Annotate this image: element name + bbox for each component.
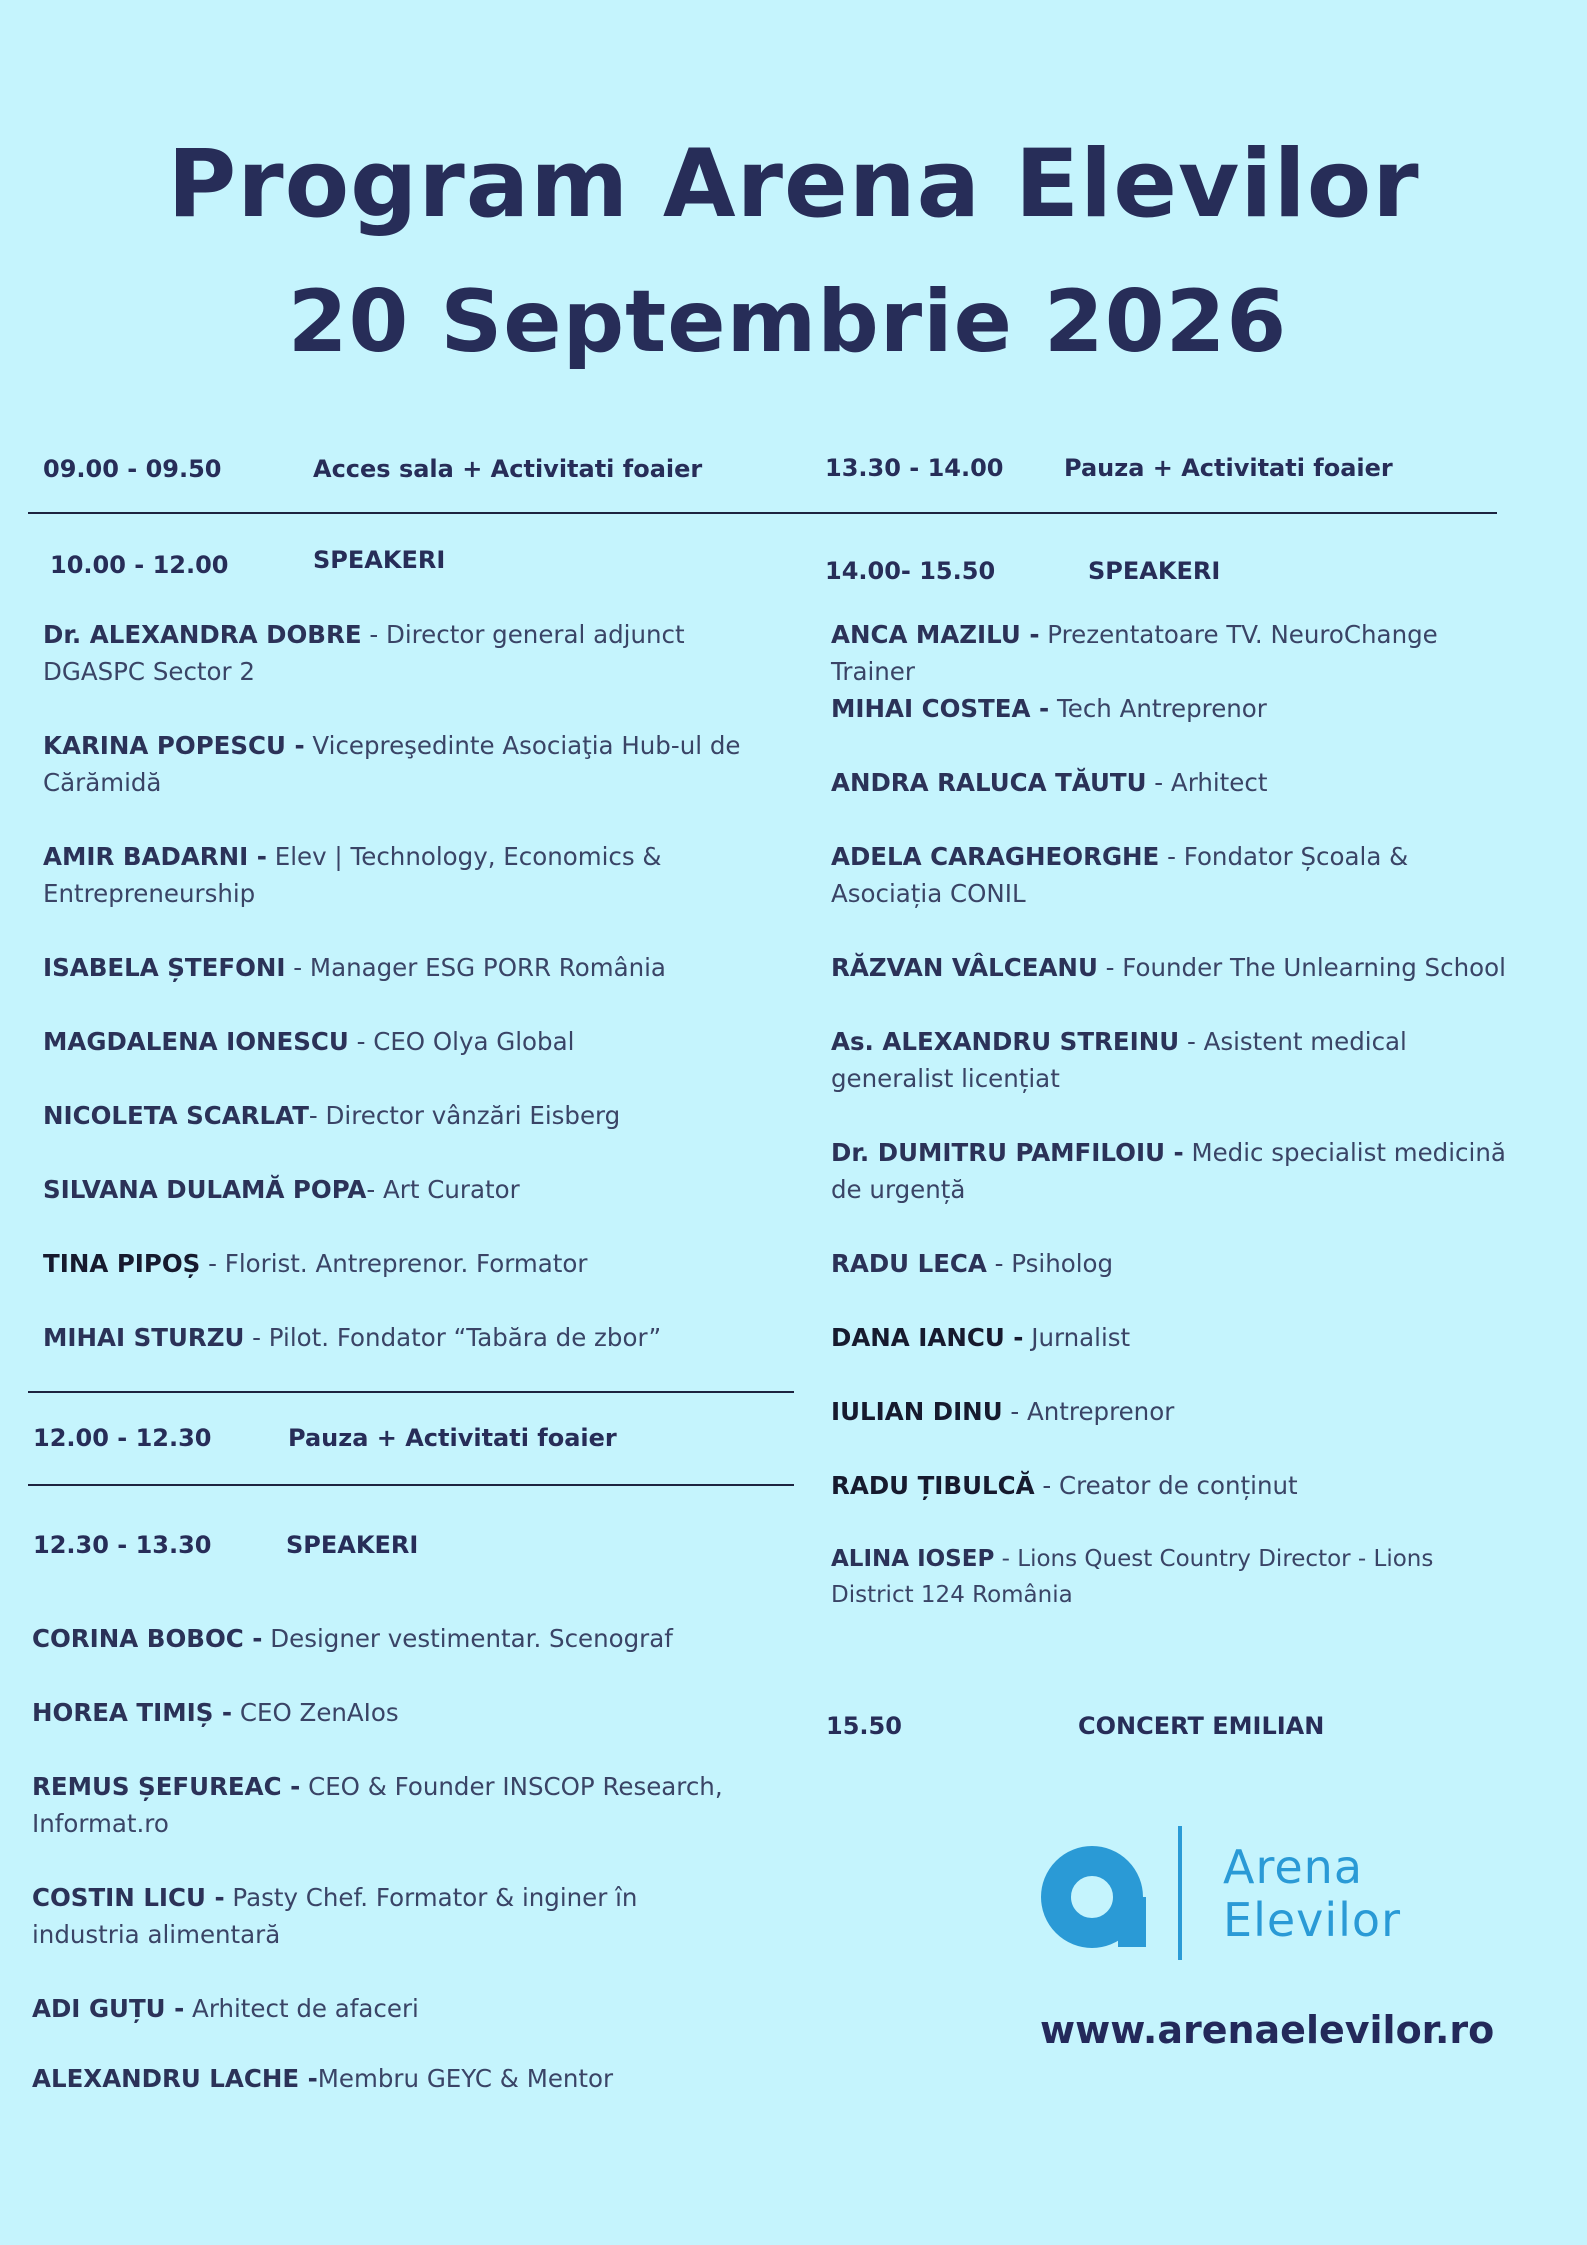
slot-time: 09.00 - 09.50 xyxy=(43,455,222,483)
speaker-role: - Florist. Antreprenor. Formator xyxy=(200,1249,588,1278)
page-title: Program Arena Elevilor xyxy=(167,130,1420,239)
speaker-role: CEO & Founder INSCOP Research, Informat.ro xyxy=(32,1772,723,1838)
slot-time: 10.00 - 12.00 xyxy=(50,551,229,579)
speaker-role: Medic specialist medicină de urgență xyxy=(831,1138,1506,1204)
speaker-entry xyxy=(831,1134,1521,1208)
speaker-role: - Fondator Școala & Asociația CONIL xyxy=(831,842,1409,908)
speaker-role: Pasty Chef. Formator & inginer în industria alimentară xyxy=(32,1883,638,1949)
speaker-role: Vicepreşedinte Asociaţia Hub-ul de Cărămidă xyxy=(43,731,741,797)
speaker-name: ANCA MAZILU - xyxy=(831,620,1040,649)
slot-time: 12.30 - 13.30 xyxy=(33,1531,212,1559)
speaker-name: SILVANA DULAMĂ POPA xyxy=(43,1175,367,1204)
speaker-name: MAGDALENA IONESCU xyxy=(43,1027,349,1056)
speaker-name: COSTIN LICU - xyxy=(32,1883,225,1912)
speaker-role: - Director vânzări Eisberg xyxy=(308,1101,621,1130)
speaker-role: - Director general adjunct DGASPC Sector 2 xyxy=(43,620,685,686)
slot-time: 14.00- 15.50 xyxy=(825,557,996,585)
speaker-name: IULIAN DINU xyxy=(831,1397,1003,1426)
speaker-entry xyxy=(831,1467,1521,1504)
speaker-role: Arhitect de afaceri xyxy=(184,1994,419,2023)
website-url: www.arenaelevilor.ro xyxy=(1040,2008,1495,2052)
speaker-name: DANA IANCU - xyxy=(831,1323,1024,1352)
speaker-entry xyxy=(831,1541,1521,1613)
speaker-entry xyxy=(831,949,1521,986)
speaker-name: ALINA IOSEP xyxy=(831,1546,995,1572)
speaker-entry xyxy=(32,1879,752,1953)
divider xyxy=(28,512,1497,514)
speaker-role: - CEO Olya Global xyxy=(348,1027,575,1056)
speaker-name: RADU LECA xyxy=(831,1249,987,1278)
slot-label: Acces sala + Activitati foaier xyxy=(313,455,703,483)
speaker-role: - Asistent medical generalist licențiat xyxy=(831,1027,1407,1093)
slot-label: SPEAKERI xyxy=(286,1531,419,1559)
speaker-role: Tech Antreprenor xyxy=(1049,694,1267,723)
speaker-name: MIHAI COSTEA - xyxy=(831,694,1050,723)
speaker-entry xyxy=(831,690,1521,727)
speaker-name: AMIR BADARNI - xyxy=(43,842,267,871)
speaker-name: CORINA BOBOC - xyxy=(32,1624,263,1653)
speaker-name: ADI GUȚU - xyxy=(32,1994,185,2023)
speaker-entry xyxy=(831,1245,1521,1282)
logo-text-line1: Arena xyxy=(1223,1840,1364,1894)
speaker-name: Dr. ALEXANDRA DOBRE xyxy=(43,620,362,649)
slot-time: 13.30 - 14.00 xyxy=(825,454,1004,482)
arena-elevilor-logo xyxy=(1040,1826,1430,1966)
speaker-role: - Arhitect xyxy=(1146,768,1268,797)
logo-text-line2: Elevilor xyxy=(1223,1893,1401,1947)
speaker-role: - Antreprenor xyxy=(1002,1397,1175,1426)
speaker-entry xyxy=(43,1319,773,1356)
speaker-name: KARINA POPESCU - xyxy=(43,731,305,760)
speaker-role: - Psiholog xyxy=(986,1249,1114,1278)
slot-time: 15.50 xyxy=(826,1712,902,1740)
speaker-name: Dr. DUMITRU PAMFILOIU - xyxy=(831,1138,1184,1167)
speaker-name: HOREA TIMIȘ - xyxy=(32,1698,233,1727)
speaker-role: - Art Curator xyxy=(366,1175,520,1204)
speaker-entry xyxy=(43,1171,773,1208)
speaker-name: RĂZVAN VÂLCEANU xyxy=(831,953,1098,982)
slot-label: SPEAKERI xyxy=(313,546,446,574)
speaker-role: Designer vestimentar. Scenograf xyxy=(262,1624,673,1653)
speaker-entry xyxy=(831,1023,1521,1097)
speaker-name: ADELA CARAGHEORGHE xyxy=(831,842,1160,871)
speaker-role: - Pilot. Fondator “Tabăra de zbor” xyxy=(244,1323,662,1352)
speaker-entry xyxy=(32,1620,752,1657)
speaker-entry xyxy=(43,1245,773,1282)
speaker-name: RADU ȚIBULCĂ xyxy=(831,1471,1035,1500)
speaker-entry xyxy=(831,1393,1521,1430)
speaker-role: Elev | Technology, Economics & Entrepreneurship xyxy=(43,842,662,908)
speaker-entry xyxy=(831,616,1521,690)
speaker-role: CEO ZenAIos xyxy=(232,1698,399,1727)
slot-label: SPEAKERI xyxy=(1088,557,1221,585)
speaker-name: REMUS ȘEFUREAC - xyxy=(32,1772,301,1801)
speaker-entry xyxy=(831,764,1521,801)
speaker-entry xyxy=(43,949,773,986)
speaker-role: - Manager ESG PORR România xyxy=(285,953,666,982)
speaker-entry xyxy=(43,616,773,690)
slot-label: Pauza + Activitati foaier xyxy=(288,1424,617,1452)
speaker-entry xyxy=(43,1023,773,1060)
speaker-name: ALEXANDRU LACHE - xyxy=(32,2064,318,2093)
speaker-entry xyxy=(43,838,773,912)
speaker-name: TINA PIPOȘ xyxy=(43,1249,201,1278)
divider xyxy=(28,1484,794,1486)
speaker-entry xyxy=(831,1319,1521,1356)
speaker-role: - Lions Quest Country Director - Lions District 124 România xyxy=(831,1546,1434,1608)
speaker-entry xyxy=(43,1097,773,1134)
speaker-name: NICOLETA SCARLAT xyxy=(43,1101,309,1130)
event-date: 20 Septembrie 2026 xyxy=(287,272,1288,372)
speaker-role: - Founder The Unlearning School xyxy=(1097,953,1506,982)
speaker-entry xyxy=(32,1768,752,1842)
speaker-role: Membru GEYC & Mentor xyxy=(317,2064,614,2093)
divider xyxy=(28,1391,794,1393)
logo-a-icon xyxy=(1040,1842,1150,1952)
logo-divider xyxy=(1178,1826,1182,1960)
speaker-name: As. ALEXANDRU STREINU xyxy=(831,1027,1180,1056)
speaker-entry xyxy=(32,2060,752,2097)
speaker-entry xyxy=(831,838,1521,912)
speaker-role: Prezentatoare TV. NeuroChange Trainer xyxy=(831,620,1438,686)
slot-time: 12.00 - 12.30 xyxy=(33,1424,212,1452)
speaker-role: Jurnalist xyxy=(1023,1323,1131,1352)
speaker-entry xyxy=(32,1990,752,2027)
slot-label: Pauza + Activitati foaier xyxy=(1064,454,1393,482)
speaker-entry xyxy=(43,727,773,801)
speaker-role: - Creator de conținut xyxy=(1034,1471,1298,1500)
slot-label: CONCERT EMILIAN xyxy=(1078,1712,1325,1740)
speaker-name: ANDRA RALUCA TĂUTU xyxy=(831,768,1147,797)
speaker-name: ISABELA ȘTEFONI xyxy=(43,953,286,982)
speaker-entry xyxy=(32,1694,752,1731)
speaker-name: MIHAI STURZU xyxy=(43,1323,245,1352)
